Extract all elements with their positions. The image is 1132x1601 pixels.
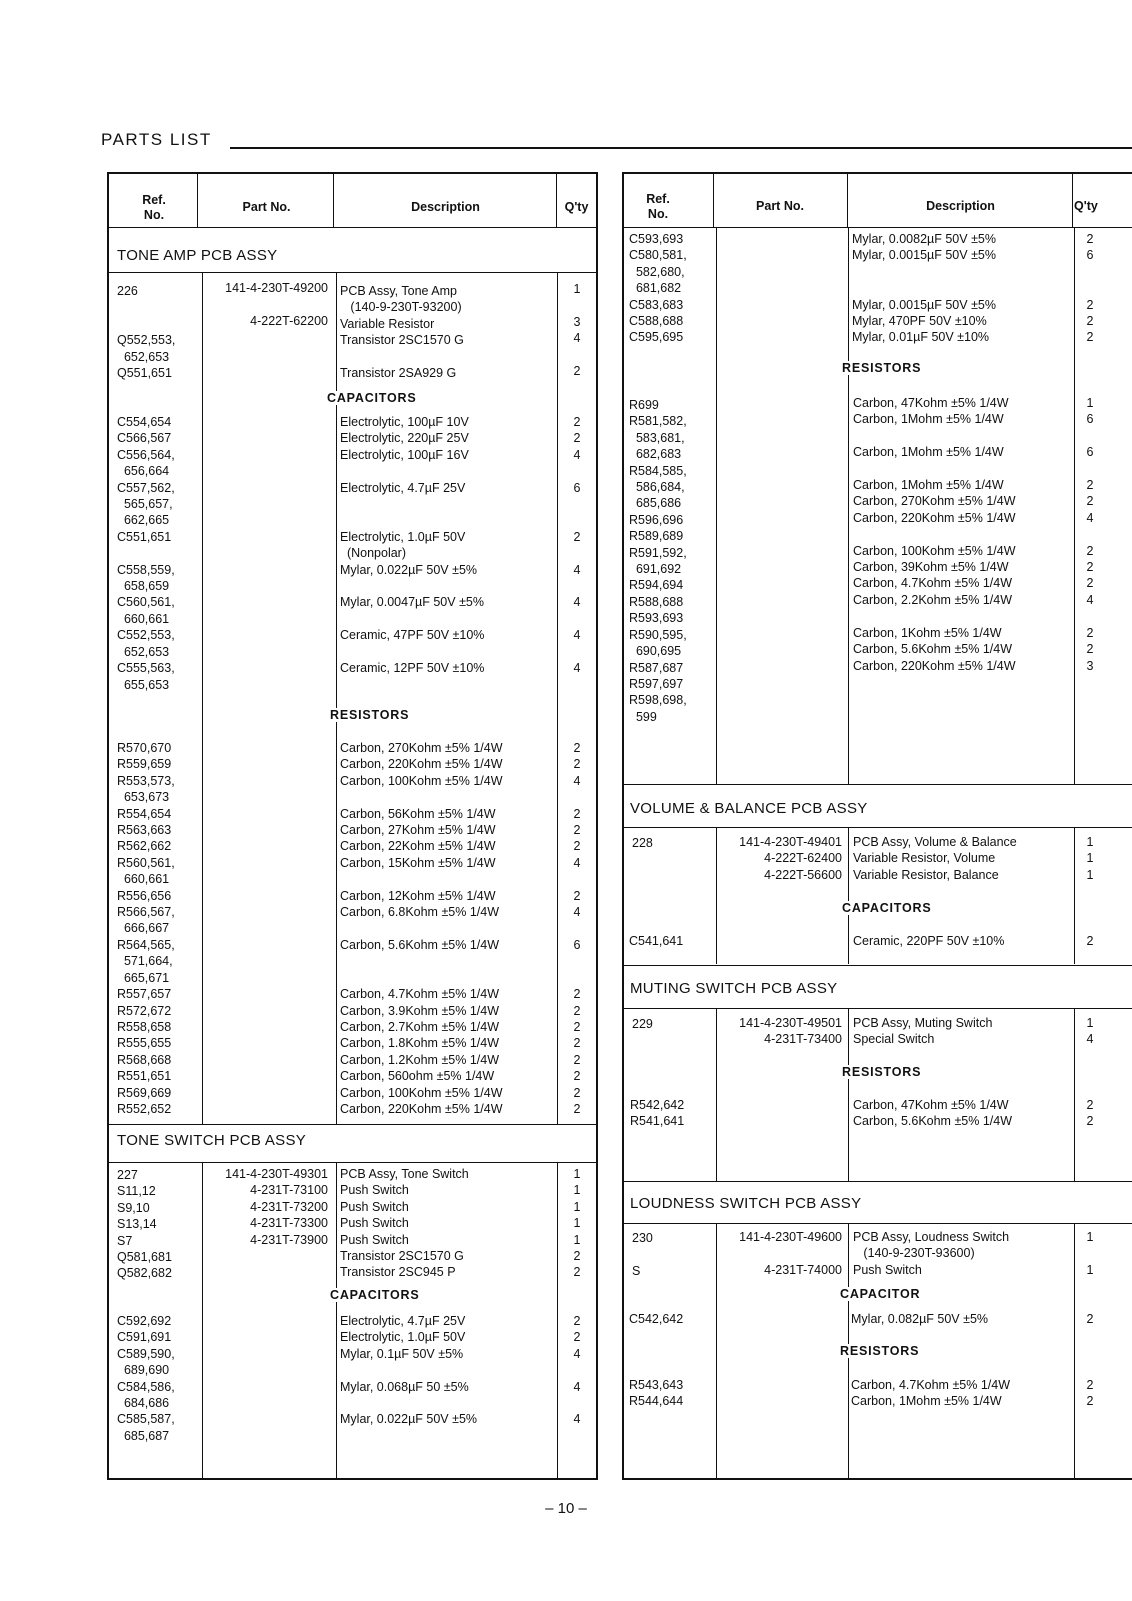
title-rule xyxy=(230,147,1132,149)
cont-ref-list: C593,693 C580,581, 582,680, 681,682 C583,683 C588,688 C595,695 xyxy=(629,232,687,345)
header-ref: Ref. No. xyxy=(646,192,670,221)
divider xyxy=(1074,228,1075,784)
divider xyxy=(1074,1224,1075,1479)
muting-resistors-heading: RESISTORS xyxy=(842,1065,924,1079)
loudness-cap-ref-list: C542,642 xyxy=(629,1312,684,1326)
section-title-muting-switch: MUTING SWITCH PCB ASSY xyxy=(630,980,838,997)
divider xyxy=(557,273,558,1124)
header-ref: Ref. No. xyxy=(142,193,166,222)
tone-amp-qty-list: 1 3 4 2 xyxy=(573,282,581,379)
divider xyxy=(336,1163,337,1479)
tone-amp-res-desc-list: Carbon, 270Kohm ±5% 1/4W Carbon, 220Kohm ±5% 1/4W Carbon, 100Kohm ±5% 1/4W Carbon, 56Kohm ±5% 1/4W Carbon, 27Kohm ±5% 1/4W Carbon, 22Kohm ±5% 1/4W Carbon, 15Kohm ±5% 1/4W Carbon, 12Kohm ±5% 1/4W Carbon, 6.8Kohm ±5% 1/4W Carbon, 5.6Kohm ±5% 1/4W Carbon, 4.7Kohm ±5% 1/4W Carbon, 3.9Kohm ±5% 1/4W Carbon, 2.7Kohm ±5% 1/4W Carbon, 1.8Kohm ±5% 1/4W Carbon, 1.2Kohm ±5% 1/4W Carbon, 560ohm ±5% 1/4W Carbon, 100Kohm ±5% 1/4W Carbon, 220Kohm ±5% 1/4W xyxy=(340,741,503,1116)
header-desc: Description xyxy=(411,200,480,214)
volume-cap-ref-list: C541,641 xyxy=(629,934,684,948)
muting-res-qty-list: 2 2 xyxy=(1086,1098,1094,1129)
divider xyxy=(1074,1009,1075,1181)
divider xyxy=(1072,173,1073,227)
section-title-volume-balance: VOLUME & BALANCE PCB ASSY xyxy=(630,800,868,817)
loudness-cap-desc-list: Mylar, 0.082µF 50V ±5% xyxy=(851,1312,989,1326)
divider xyxy=(1074,828,1075,964)
header-qty: Q'ty xyxy=(564,200,589,214)
tone-amp-cap-qty-list: 2 2 4 6 2 4 4 4 4 xyxy=(573,415,581,676)
divider xyxy=(108,227,597,228)
section-title-tone-amp: TONE AMP PCB ASSY xyxy=(117,247,278,264)
page-title: PARTS LIST xyxy=(101,130,212,149)
tone-amp-cap-ref-list: C554,654 C566,567 C556,564, 656,664 C557,562, 565,657, 662,665 C551,651 C558,559, 658,659 C560,561, 660,661 C552,553, 652,653 C555,563, 655,653 xyxy=(117,415,175,692)
tone-switch-qty-list: 1 1 1 1 1 2 2 xyxy=(573,1167,581,1280)
volume-cap-qty-list: 2 xyxy=(1086,934,1094,948)
divider xyxy=(202,273,203,1124)
tone-amp-cap-desc-list: Electrolytic, 100µF 10V Electrolytic, 220µF 25V Electrolytic, 100µF 16V Electrolytic, 4.7µF 25V Electrolytic, 1.0µF 50V (Nonpolar) Mylar, 0.022µF 50V ±5% Mylar, 0.0047µF 50V ±5% Ceramic, 47PF 50V ±10% Ceramic, 12PF 50V ±10% xyxy=(340,415,485,676)
cont-qty-list: 2 6 2 2 2 xyxy=(1086,232,1094,345)
divider xyxy=(108,272,597,273)
divider xyxy=(108,1162,597,1163)
divider xyxy=(623,827,1132,828)
divider xyxy=(108,1124,597,1125)
header-desc: Description xyxy=(926,199,995,213)
section-title-tone-switch: TONE SWITCH PCB ASSY xyxy=(117,1132,307,1149)
tone-amp-res-qty-list: 2 2 4 2 2 2 4 2 4 6 2 2 2 2 2 2 2 2 xyxy=(573,741,581,1116)
tone-switch-cap-qty-list: 2 2 4 4 4 xyxy=(573,1314,581,1427)
loudness-part-list: 141-4-230T-49600 4-231T-74000 xyxy=(739,1230,842,1277)
cont-res-desc-list: Carbon, 47Kohm ±5% 1/4W Carbon, 1Mohm ±5% 1/4W Carbon, 1Mohm ±5% 1/4W Carbon, 1Mohm ±5% 1/4W Carbon, 270Kohm ±5% 1/4W Carbon, 220Kohm ±5% 1/4W Carbon, 100Kohm ±5% 1/4W Carbon, 39Kohm ±5% 1/4W Carbon, 4.7Kohm ±5% 1/4W Carbon, 2.2Kohm ±5% 1/4W Carbon, 1Kohm ±5% 1/4W Carbon, 5.6Kohm ±5% 1/4W Carbon, 220Kohm ±5% 1/4W xyxy=(853,396,1016,673)
divider xyxy=(623,965,1132,966)
muting-res-desc-list: Carbon, 47Kohm ±5% 1/4W Carbon, 5.6Kohm ±5% 1/4W xyxy=(853,1098,1013,1129)
muting-ref-list: 229 xyxy=(632,1017,653,1031)
tone-switch-capacitors-heading: CAPACITORS xyxy=(330,1288,423,1302)
loudness-resistors-heading: RESISTORS xyxy=(840,1344,922,1358)
divider xyxy=(847,173,848,227)
cont-res-ref-list: R699 R581,582, 583,681, 682,683 R584,585, 586,684, 685,686 R596,696 R589,689 R591,592, 691,692 R594,694 R588,688 R593,693 R590,595, 690,695 R587,687 R597,697 R598,698, 599 xyxy=(629,398,687,724)
divider xyxy=(623,1008,1132,1009)
cont-resistors-heading: RESISTORS xyxy=(842,361,924,375)
volume-cap-desc-list: Ceramic, 220PF 50V ±10% xyxy=(853,934,1005,948)
volume-qty-list: 1 1 1 xyxy=(1086,835,1094,882)
divider xyxy=(333,173,334,227)
tone-amp-desc-list: PCB Assy, Tone Amp (140-9-230T-93200) Variable Resistor Transistor 2SC1570 G Transistor 2SA929 G xyxy=(340,284,464,381)
muting-part-list: 141-4-230T-49501 4-231T-73400 xyxy=(739,1016,842,1047)
divider xyxy=(197,173,198,227)
tone-amp-ref-list: 226 Q552,553, 652,653 Q551,651 xyxy=(117,284,176,381)
divider xyxy=(623,1223,1132,1224)
loudness-desc-list: PCB Assy, Loudness Switch (140-9-230T-93600) Push Switch xyxy=(853,1230,1010,1277)
divider xyxy=(557,1163,558,1479)
tone-switch-ref-list: 227 S11,12 S9,10 S13,14 S7 Q581,681 Q582,682 xyxy=(117,1168,172,1281)
header-part: Part No. xyxy=(756,199,804,213)
loudness-capacitor-heading: CAPACITOR xyxy=(840,1287,923,1301)
tone-switch-cap-desc-list: Electrolytic, 4.7µF 25V Electrolytic, 1.0µF 50V Mylar, 0.1µF 50V ±5% Mylar, 0.068µF 50 ±5% Mylar, 0.022µF 50V ±5% xyxy=(340,1314,478,1427)
loudness-res-ref-list: R543,643 R544,644 xyxy=(629,1378,684,1409)
tone-amp-capacitors-heading: CAPACITORS xyxy=(327,391,420,405)
volume-capacitors-heading: CAPACITORS xyxy=(842,901,935,915)
divider xyxy=(713,173,714,227)
divider xyxy=(202,1163,203,1479)
volume-desc-list: PCB Assy, Volume & Balance Variable Resistor, Volume Variable Resistor, Balance xyxy=(853,835,1017,882)
muting-res-ref-list: R542,642 R541,641 xyxy=(630,1098,685,1129)
divider xyxy=(716,1009,717,1181)
header-qty: Q'ty xyxy=(1074,199,1098,213)
section-title-loudness-switch: LOUDNESS SWITCH PCB ASSY xyxy=(630,1195,862,1212)
loudness-ref-list: 230 S xyxy=(632,1231,653,1278)
muting-desc-list: PCB Assy, Muting Switch Special Switch xyxy=(853,1016,993,1047)
loudness-cap-qty-list: 2 xyxy=(1086,1312,1094,1326)
volume-ref-list: 228 xyxy=(632,836,653,850)
loudness-qty-list: 1 1 xyxy=(1086,1230,1094,1277)
page-number: – 10 – xyxy=(545,1500,587,1517)
divider xyxy=(556,173,557,227)
divider xyxy=(716,228,717,784)
tone-amp-part-list: 141-4-230T-49200 4-222T-62200 xyxy=(225,281,328,328)
divider xyxy=(623,227,1132,228)
divider xyxy=(848,228,849,784)
loudness-res-qty-list: 2 2 xyxy=(1086,1378,1094,1409)
divider xyxy=(623,1181,1132,1182)
cont-desc-list: Mylar, 0.0082µF 50V ±5% Mylar, 0.0015µF 50V ±5% Mylar, 0.0015µF 50V ±5% Mylar, 470PF 50V ±10% Mylar, 0.01µF 50V ±10% xyxy=(852,232,996,345)
divider xyxy=(848,1009,849,1181)
header-part: Part No. xyxy=(242,200,291,214)
tone-switch-cap-ref-list: C592,692 C591,691 C589,590, 689,690 C584,586, 684,686 C585,587, 685,687 xyxy=(117,1314,175,1443)
tone-amp-resistors-heading: RESISTORS xyxy=(330,708,412,722)
muting-qty-list: 1 4 xyxy=(1086,1016,1094,1047)
tone-switch-desc-list: PCB Assy, Tone Switch Push Switch Push Switch Push Switch Push Switch Transistor 2SC1570 G Transistor 2SC945 P xyxy=(340,1167,469,1280)
volume-part-list: 141-4-230T-49401 4-222T-62400 4-222T-56600 xyxy=(739,835,842,882)
divider xyxy=(716,828,717,964)
divider xyxy=(716,1224,717,1479)
tone-switch-part-list: 141-4-230T-49301 4-231T-73100 4-231T-73200 4-231T-73300 4-231T-73900 xyxy=(225,1167,328,1247)
tone-amp-res-ref-list: R570,670 R559,659 R553,573, 653,673 R554,654 R563,663 R562,662 R560,561, 660,661 R556,656 R566,567, 666,667 R564,565, 571,664, 665,671 R557,657 R572,672 R558,658 R555,655 R568,668 R551,651 R569,669 R552,652 xyxy=(117,741,175,1116)
cont-res-qty-list: 1 6 6 2 2 4 2 2 2 4 2 2 3 xyxy=(1086,396,1094,673)
divider xyxy=(623,784,1132,785)
divider xyxy=(848,828,849,964)
loudness-res-desc-list: Carbon, 4.7Kohm ±5% 1/4W Carbon, 1Mohm ±5% 1/4W xyxy=(851,1378,1011,1409)
